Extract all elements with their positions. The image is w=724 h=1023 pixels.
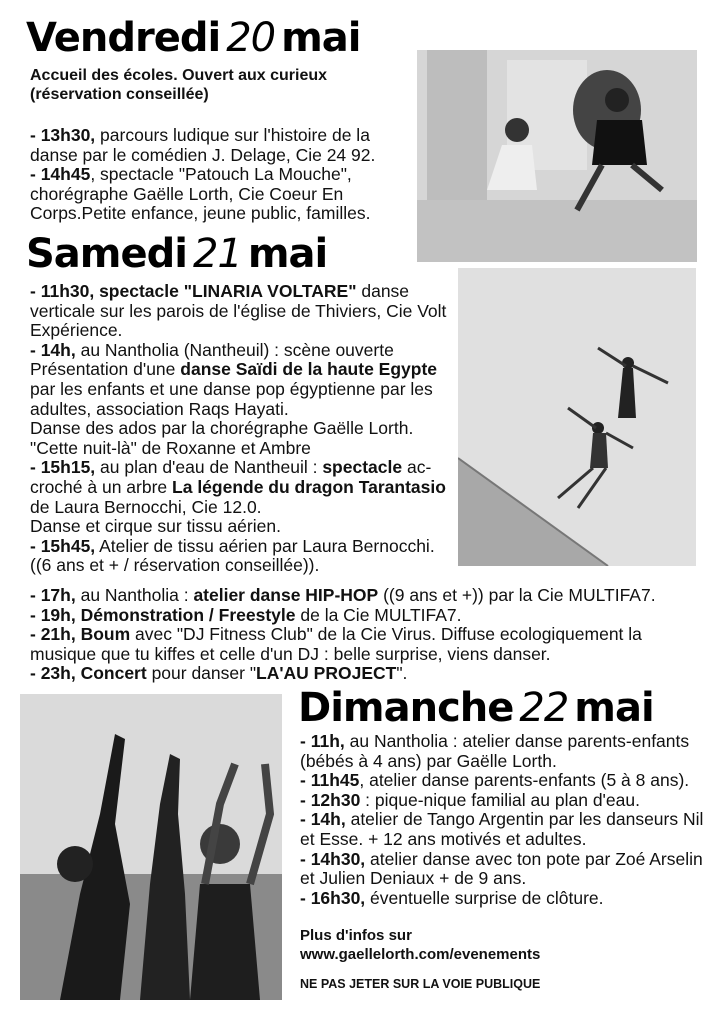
saturday-ados: Danse des ados par la chorégraphe Gaëlle Lorth. <box>30 418 414 439</box>
friday-item-2: - 14h45, spectacle "Patouch La Mouche", chorégraphe Gaëlle Lorth, Cie Coeur En Corps.Petite enfance, jeune public, familles. <box>30 164 371 224</box>
more-info-label: Plus d'infos sur <box>300 927 412 944</box>
saturday-17h: - 17h, au Nantholia : atelier danse HIP-HOP ((9 ans et +)) par la Cie MULTIFA7. <box>30 585 656 605</box>
sunday-item-6: - 16h30, éventuelle surprise de clôture. <box>300 887 604 908</box>
photo-dancers-stage <box>417 50 697 262</box>
sunday-item-2: - 11h45, atelier danse parents-enfants (5 à 8 ans). <box>300 770 690 791</box>
friday-month: mai <box>281 15 361 61</box>
saturday-schedule <box>30 282 462 576</box>
sunday-heading <box>298 686 654 730</box>
public-notice: NE PAS JETER SUR LA VOIE PUBLIQUE <box>300 977 541 991</box>
saturday-15h45: - 15h45, Atelier de tissu aérien par Laura Bernocchi. <box>30 535 435 556</box>
sunday-schedule <box>300 732 710 908</box>
saturday-linaria: - 11h30, spectacle "LINARIA VOLTARE" danse verticale sur les parois de l'église de Thiviers, Cie Volt Expérience. <box>30 281 447 341</box>
more-info <box>300 926 700 964</box>
saturday-19h: - 19h, Démonstration / Freestyle de la Cie MULTIFA7. <box>30 604 462 625</box>
photo-dancers-arms-raised <box>20 694 282 1000</box>
photo-vertical-dance-church <box>458 268 696 566</box>
friday-heading <box>26 16 361 60</box>
saturday-tissu: Danse et cirque sur tissu aérien. <box>30 516 281 537</box>
saturday-num: 21 <box>192 231 242 277</box>
sunday-item-5: - 14h30, atelier danse avec ton pote par Zoé Arselin et Julien Deniaux + de 9 ans. <box>300 848 703 889</box>
friday-num: 20 <box>226 15 276 61</box>
friday-day: Vendredi <box>26 15 221 61</box>
friday-schedule <box>30 126 402 224</box>
sunday-day: Dimanche <box>298 685 514 731</box>
friday-item-1: - 13h30, parcours ludique sur l'histoire de la danse par le comédien J. Delage, Cie 24 92. <box>30 125 376 165</box>
website-link[interactable]: www.gaellelorth.com/evenements <box>300 946 541 963</box>
friday-intro-line1: Accueil des écoles. Ouvert aux curieux <box>30 67 328 84</box>
saturday-schedule-wide <box>30 586 700 684</box>
saturday-heading <box>26 232 327 276</box>
sunday-item-4: - 14h, atelier de Tango Argentin par les danseurs Nil et Esse. + 12 ans motivés et adultes. <box>300 809 704 849</box>
saturday-15h15: - 15h15, au plan d'eau de Nantheuil : spectacle ac-croché à un arbre La légende du dragon Tarantasio de Laura Bernocchi, Cie 12.0. <box>30 457 446 517</box>
sunday-item-1: - 11h, au Nantholia : atelier danse parents-enfants (bébés à 4 ans) par Gaëlle Lorth. <box>300 731 690 771</box>
saturday-14h: - 14h, au Nantholia (Nantheuil) : scène ouverte Présentation d'une danse Saïdi de la haute Egypte par les enfants et une danse pop égyptienne par les adultes, association Raqs Hayati. <box>30 339 438 419</box>
sunday-num: 22 <box>519 685 569 731</box>
saturday-month: mai <box>247 231 328 277</box>
saturday-day: Samedi <box>26 231 187 277</box>
friday-intro <box>30 66 410 104</box>
sunday-item-3: - 12h30 : pique-nique familial au plan d'eau. <box>300 789 640 810</box>
saturday-21h: - 21h, Boum avec "DJ Fitness Club" de la Cie Virus. Diffuse ecologiquement la musique que tu kiffes et celle d'un DJ : belle surprise, viens danser. <box>30 624 642 664</box>
friday-intro-line2: (réservation conseillée) <box>30 86 209 103</box>
saturday-age-note: ((6 ans et + / réservation conseillée)). <box>30 555 320 576</box>
sunday-month: mai <box>574 685 654 731</box>
saturday-cette-nuit: "Cette nuit-là" de Roxanne et Ambre <box>30 437 311 458</box>
saturday-23h: - 23h, Concert pour danser "LA'AU PROJECT". <box>30 663 408 684</box>
